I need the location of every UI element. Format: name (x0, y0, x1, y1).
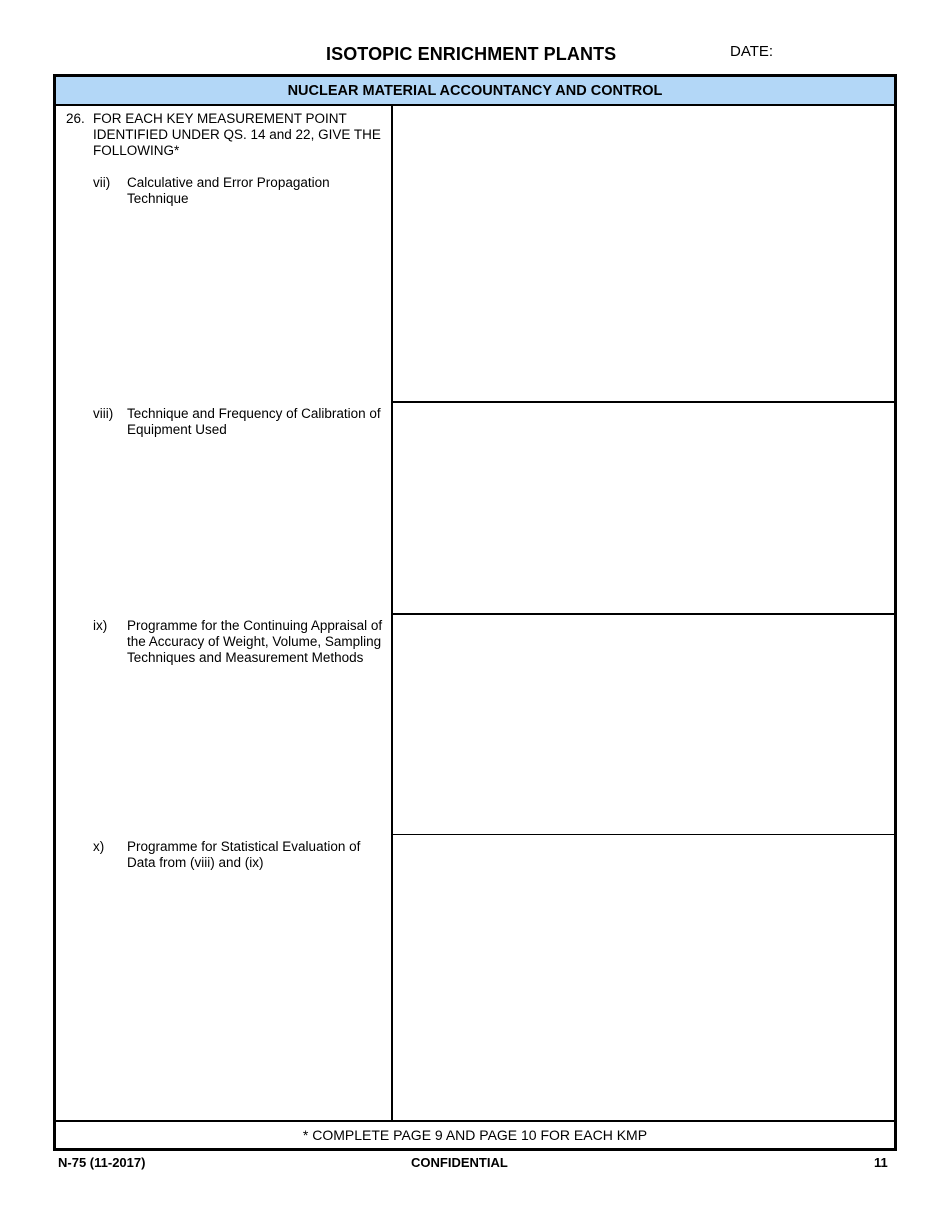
classification-label: CONFIDENTIAL (411, 1155, 508, 1170)
date-label: DATE: (730, 43, 774, 60)
item-roman: ix) (93, 618, 108, 633)
footnote: * COMPLETE PAGE 9 AND PAGE 10 FOR EACH KMP (302, 1127, 648, 1143)
item-text: Programme for the Continuing Appraisal of the Accuracy of Weight, Volume, Sampling Techniques and Measurement Methods (127, 618, 383, 665)
item-text: Calculative and Error Propagation Technique (127, 175, 330, 206)
item-roman: viii) (93, 406, 114, 421)
answer-field-vii[interactable] (393, 106, 894, 401)
answer-field-x[interactable] (393, 835, 894, 1120)
page-number: 11 (874, 1155, 888, 1170)
page-title: ISOTOPIC ENRICHMENT PLANTS (326, 44, 617, 64)
answer-field-viii[interactable] (393, 403, 894, 613)
item-text: Technique and Frequency of Calibration of Equipment Used (127, 406, 381, 437)
item-roman: x) (93, 839, 105, 854)
form-frame (53, 74, 897, 1151)
item-text: Programme for Statistical Evaluation of Data from (viii) and (ix) (127, 839, 361, 870)
answer-field-ix[interactable] (393, 615, 894, 834)
question-text: FOR EACH KEY MEASUREMENT POINT IDENTIFIED UNDER QS. 14 and 22, GIVE THE FOLLOWING* (93, 111, 381, 158)
item-roman: vii) (93, 175, 111, 190)
form-id: N-75 (11-2017) (58, 1155, 146, 1170)
section-header: NUCLEAR MATERIAL ACCOUNTANCY AND CONTROL (56, 77, 894, 106)
question-number: 26. (66, 111, 85, 126)
